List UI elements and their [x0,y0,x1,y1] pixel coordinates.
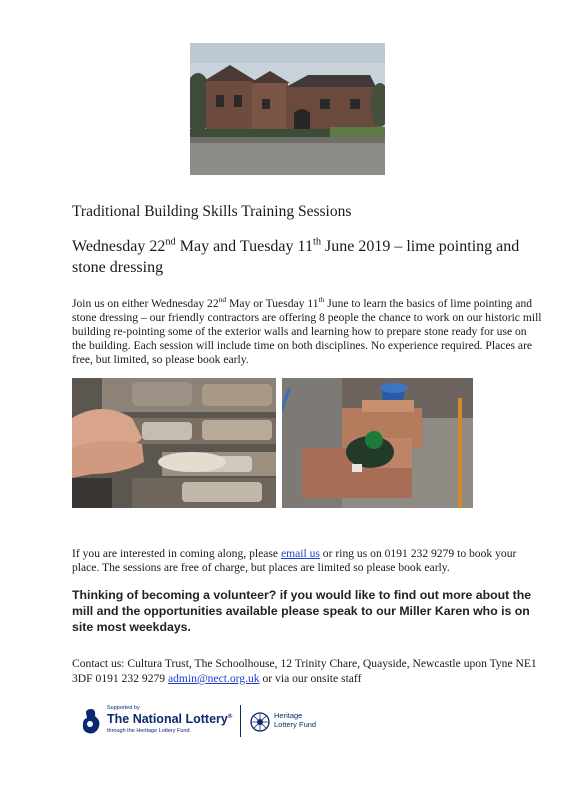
supported-by-label: Supported by [107,705,140,711]
national-lottery-subline: through the Heritage Lottery Fund [107,728,190,734]
intro-paragraph: Join us on either Wednesday 22nd May or Tuesday 11th June to learn the basics of lime pointing and stone dressing – our friendly contractors are offering 8 people the chance to work on our historic mill building re-pointing some of the exterior walls and learning how to prepare stone ready for use on the building. Each session will include time on both disciplines. No experience required. Places are free, but limited, so please book early. [72,295,542,366]
page-title: Traditional Building Skills Training Sessions [72,203,352,220]
logo-divider [240,705,241,737]
heritage-lottery-fund-icon [250,712,270,732]
mill-building-illustration [190,43,385,175]
heritage-lottery-fund-name: Heritage Lottery Fund [274,711,317,729]
admin-email-link[interactable]: admin@nect.org.uk [167,672,260,685]
stone-dressing-photo [282,378,473,508]
sponsor-logos [80,703,340,743]
contact-details: Contact us: Cultura Trust, The Schoolhouse, 12 Trinity Chare, Quayside, Newcastle upon Tyne NE1 3DF 0191 232 9279 admin@nect.org.uk or via our onsite staff [72,657,537,685]
event-dates-heading: Wednesday 22nd May and Tuesday 11th June 2019 – lime pointing and stone dressing [72,236,520,276]
national-lottery-name: The National Lottery® [107,712,233,726]
crossed-fingers-icon [80,707,102,735]
volunteer-callout: Thinking of becoming a volunteer? if you would like to find out more about the mill and the opportunities available please speak to our Miller Karen who is on site most weekdays. [72,588,532,634]
email-us-link[interactable]: email us [280,547,320,560]
hero-photo [190,43,385,175]
lime-pointing-photo [72,378,276,508]
booking-paragraph: If you are interested in coming along, please email us or ring us on 0191 232 9279 to book your place. The sessions are free of charge, but places are limited so please book early. [72,547,517,574]
